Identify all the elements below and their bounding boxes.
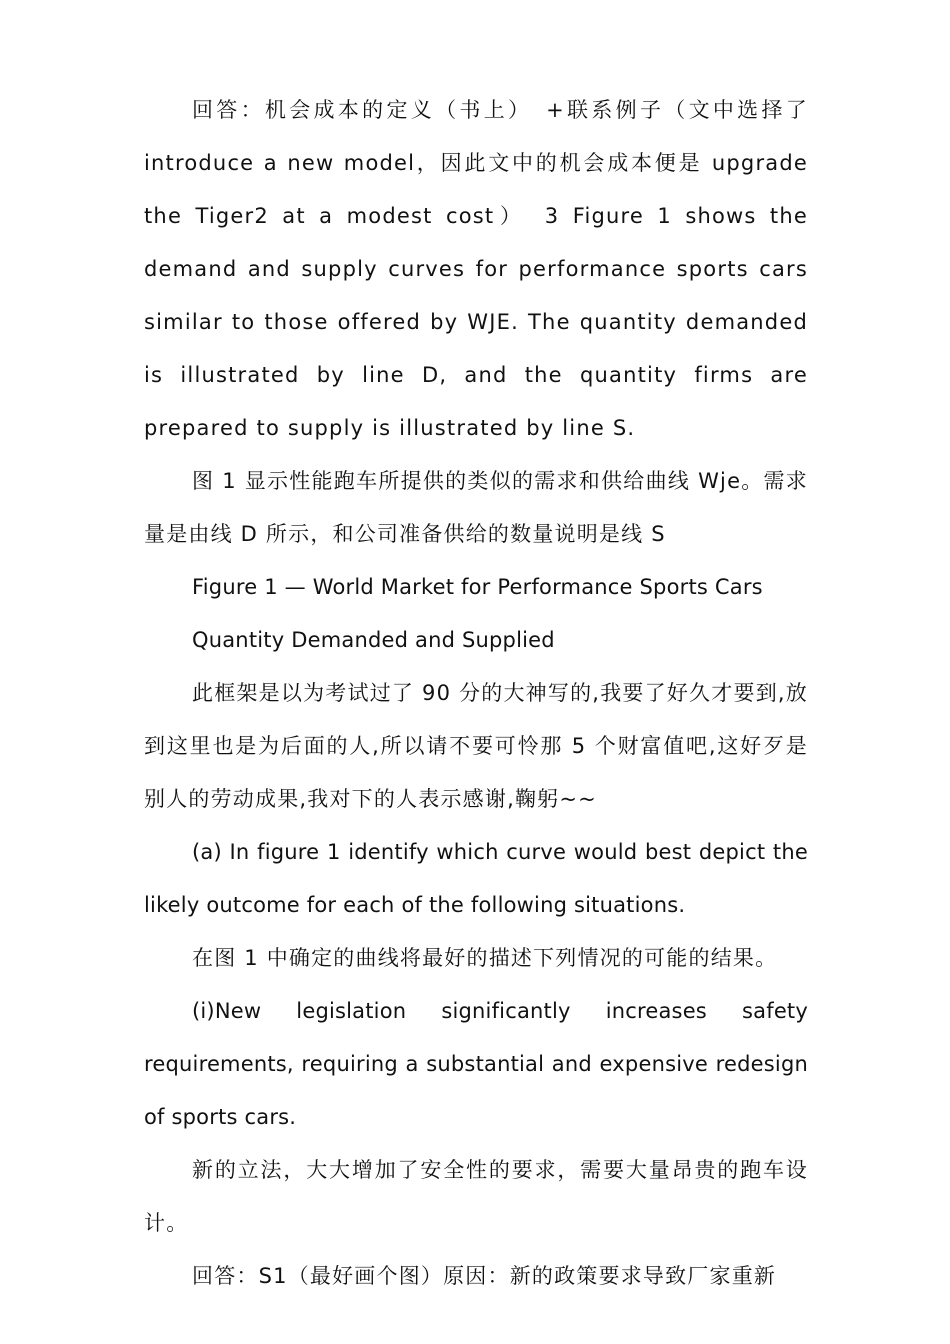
answer-situation-i: 回答：S1（最好画个图）原因：新的政策要求导致厂家重新 [192, 1264, 777, 1288]
question-a: (a) In figure 1 identify which curve would best depict the likely outcome for each of the following situations. [144, 840, 808, 917]
figure-subtitle: Quantity Demanded and Supplied [192, 628, 555, 652]
situation-i: (i)New legislation significantly increases safety requirements, requiring a substantial and expensive redesign of sports cars. [144, 999, 808, 1129]
document-body [144, 84, 808, 1303]
question-a-translation: 在图 1 中确定的曲线将最好的描述下列情况的可能的结果。 [192, 946, 778, 970]
figure-title: Figure 1 — World Market for Performance Sports Cars [192, 575, 763, 599]
author-note-paragraph: 此框架是以为考试过了 90 分的大神写的,我要了好久才要到,放到这里也是为后面的人,所以请不要可怜那 5 个财富值吧,这好歹是别人的劳动成果,我对下的人表示感谢,鞠躬~~ [144, 681, 808, 811]
situation-i-translation: 新的立法，大大增加了安全性的要求，需要大量昂贵的跑车设计。 [144, 1158, 808, 1235]
figure-description-chinese: 图 1 显示性能跑车所提供的类似的需求和供给曲线 Wje。需求量是由线 D 所示，和公司准备供给的数量说明是线 S [144, 469, 808, 546]
answer-paragraph-opportunity-cost: 回答：机会成本的定义（书上） +联系例子（文中选择了introduce a new model，因此文中的机会成本便是 upgrade the Tiger2 at a modest cost） 3 Figure 1 shows the demand and supply curves for performance sports cars similar to those offered by WJE. The quantity demanded is illustrated by line D, and the quantity firms are prepared to supply is illustrated by line S. [144, 98, 808, 440]
